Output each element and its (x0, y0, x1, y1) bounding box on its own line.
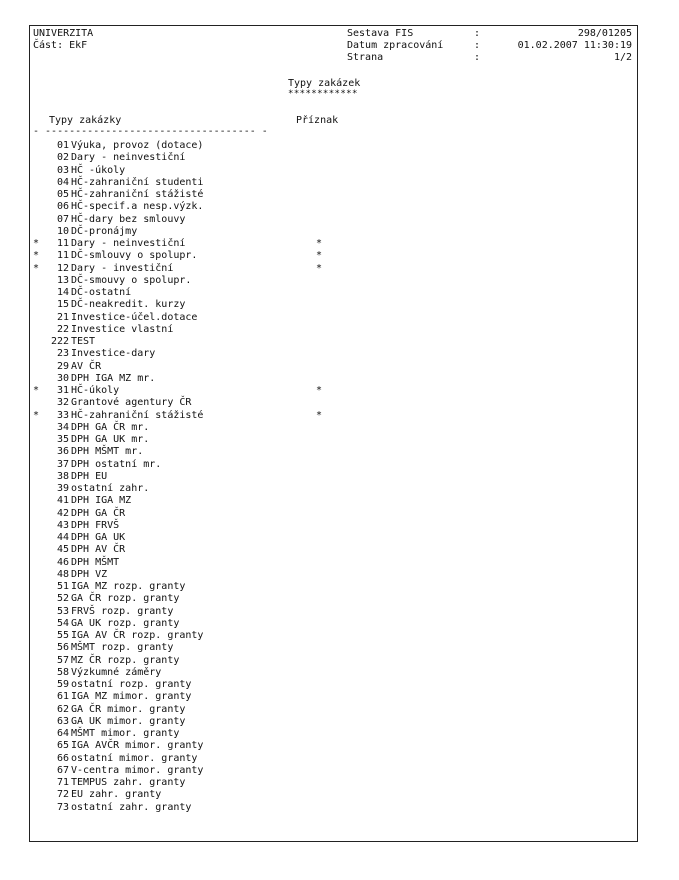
order-type-code: 01 (56, 140, 69, 151)
order-type-code: 23 (56, 348, 69, 360)
list-item (33, 593, 353, 605)
list-item (33, 422, 353, 434)
list-item (33, 642, 353, 654)
list-item (33, 287, 353, 299)
list-item (33, 508, 353, 520)
list-item (33, 459, 353, 471)
row-mark: * (33, 409, 40, 421)
list-item (33, 618, 353, 630)
order-type-code: 222 (50, 336, 69, 347)
order-type-name: HČ-dary bez smlouvy (71, 213, 186, 225)
title-underline: ************ (288, 89, 358, 99)
order-type-name: Výzkumné záměry (71, 666, 162, 678)
list-item (33, 753, 353, 765)
list-item (33, 373, 353, 385)
order-type-name: HČ-úkoly (71, 385, 120, 396)
row-mark: * (33, 262, 40, 274)
order-type-code: 38 (56, 470, 69, 482)
header-middle (347, 28, 443, 64)
order-type-name: DPH MŠMT (71, 556, 120, 568)
order-type-code: 33 (56, 409, 69, 421)
list-item (33, 165, 353, 177)
order-type-code: 44 (56, 532, 69, 543)
order-type-name: Investice-dary (71, 348, 156, 360)
order-type-code: 66 (56, 752, 69, 764)
order-type-code: 43 (56, 519, 69, 531)
order-type-name: GA UK mimor. granty (71, 715, 186, 727)
order-type-code: 72 (56, 789, 69, 801)
list-item (33, 152, 353, 164)
header-rule: - ----------------------------------- - (33, 126, 268, 137)
flag-value: * (316, 250, 323, 262)
list-item (33, 446, 353, 458)
order-type-name: DČ-neakredit. kurzy (71, 299, 186, 311)
list-item (33, 802, 353, 814)
order-type-code: 71 (56, 777, 69, 788)
list-item (33, 740, 353, 752)
order-type-code: 54 (56, 617, 69, 629)
order-type-name: TEMPUS zahr. granty (71, 777, 186, 788)
header-right (490, 28, 632, 64)
processing-date-label: Datum zpracování (347, 40, 444, 51)
list-item (33, 324, 353, 336)
list-item (33, 385, 353, 397)
order-type-name: MZ ČR rozp. granty (71, 654, 180, 666)
row-mark: * (33, 385, 40, 396)
order-type-name: HČ-zahraniční studenti (71, 176, 204, 188)
order-type-name: DPH GA UK mr. (71, 434, 150, 445)
report-set-label: Sestava FIS (347, 28, 414, 39)
order-type-code: 61 (56, 691, 69, 703)
order-type-name: DPH MŠMT mr. (71, 446, 144, 458)
order-type-name: IGA AVČR mimor. granty (71, 740, 204, 752)
flag-value: * (316, 238, 323, 249)
list-item (33, 679, 353, 691)
order-type-code: 51 (56, 581, 69, 592)
list-item (33, 704, 353, 716)
list-item (33, 312, 353, 324)
order-types-list (33, 140, 353, 814)
order-type-name: V-centra mimor. granty (71, 764, 204, 776)
order-type-name: DPH EU (71, 470, 108, 482)
order-type-code: 22 (56, 323, 69, 335)
order-type-name: IGA MZ mimor. granty (71, 691, 192, 703)
list-item (33, 336, 353, 348)
order-type-name: EU zahr. granty (71, 789, 162, 801)
order-type-code: 32 (56, 397, 69, 409)
column-header-type: Typy zakázky (49, 115, 122, 126)
list-item (33, 483, 353, 495)
order-type-code: 63 (56, 715, 69, 727)
list-item (33, 667, 353, 679)
order-type-name: GA ČR rozp. granty (71, 593, 180, 605)
order-type-name: MŠMT rozp. granty (71, 642, 174, 654)
order-type-code: 03 (56, 164, 69, 176)
colon: : (474, 40, 481, 51)
order-type-code: 10 (56, 225, 69, 237)
order-type-code: 57 (56, 654, 69, 666)
page-label: Strana (347, 52, 384, 63)
list-item (33, 581, 353, 593)
order-type-name: DPH IGA MZ (71, 495, 132, 507)
list-item (33, 410, 353, 422)
order-type-code: 21 (56, 311, 69, 323)
university-label: UNIVERZITA (33, 28, 94, 39)
list-item (33, 299, 353, 311)
order-type-code: 34 (56, 421, 69, 433)
order-type-code: 42 (56, 507, 69, 519)
order-type-name: Dary - investiční (71, 262, 174, 274)
order-type-name: ostatní zahr. granty (71, 801, 192, 813)
list-item (33, 275, 353, 287)
order-type-code: 11 (56, 250, 69, 262)
order-type-name: FRVŠ rozp. granty (71, 605, 174, 617)
order-type-name: IGA MZ rozp. granty (71, 581, 186, 592)
order-type-code: 46 (56, 556, 69, 568)
order-type-code: 48 (56, 568, 69, 580)
order-type-name: DPH GA UK (71, 532, 126, 543)
order-type-name: TEST (71, 336, 96, 347)
list-item (33, 397, 353, 409)
order-type-name: Dary - neinvestiční (71, 238, 186, 249)
list-item (33, 789, 353, 801)
order-type-name: ostatní zahr. (71, 483, 150, 494)
order-type-name: MŠMT mimor. granty (71, 728, 180, 739)
order-type-code: 35 (56, 434, 69, 445)
list-item (33, 263, 353, 275)
part-label: Část: EkF (33, 40, 88, 51)
list-item (33, 520, 353, 532)
order-type-code: 04 (56, 176, 69, 188)
list-item (33, 238, 353, 250)
list-item (33, 655, 353, 667)
order-type-name: DČ-pronájmy (71, 225, 138, 237)
processing-date-value: 01.02.2007 11:30:19 (517, 40, 632, 51)
list-item (33, 434, 353, 446)
list-item (33, 606, 353, 618)
list-item (33, 728, 353, 740)
order-type-name: DPH ostatní mr. (71, 458, 162, 470)
colon: : (474, 52, 481, 63)
order-type-code: 55 (56, 630, 69, 641)
order-type-name: Grantové agentury ČR (71, 397, 192, 409)
header-colons (474, 28, 480, 64)
order-type-name: DPH AV ČR (71, 544, 126, 556)
flag-value: * (316, 385, 323, 396)
order-type-name: DPH GA ČR mr. (71, 421, 150, 433)
column-header-flag: Příznak (296, 115, 339, 126)
list-item (33, 569, 353, 581)
order-type-code: 30 (56, 372, 69, 384)
order-type-name: Investice-účel.dotace (71, 311, 198, 323)
order-type-code: 45 (56, 544, 69, 556)
list-item (33, 691, 353, 703)
list-item (33, 250, 353, 262)
order-type-code: 11 (56, 238, 69, 249)
colon: : (474, 28, 481, 39)
order-type-code: 53 (56, 605, 69, 617)
list-item (33, 177, 353, 189)
order-type-code: 06 (56, 201, 69, 213)
order-type-code: 59 (56, 679, 69, 690)
order-type-name: DPH VZ (71, 568, 108, 580)
row-mark: * (33, 250, 40, 262)
order-type-name: DPH IGA MZ mr. (71, 372, 156, 384)
order-type-code: 02 (56, 152, 69, 164)
list-item (33, 495, 353, 507)
order-type-name: HČ-specif.a nesp.výzk. (71, 201, 204, 213)
order-type-code: 67 (56, 764, 69, 776)
order-type-code: 13 (56, 274, 69, 286)
list-item (33, 544, 353, 556)
order-type-name: GA UK rozp. granty (71, 617, 180, 629)
list-item (33, 201, 353, 213)
order-type-name: DČ-ostatní (71, 287, 132, 298)
order-type-code: 73 (56, 801, 69, 813)
order-type-code: 39 (56, 483, 69, 494)
order-type-name: DPH FRVŠ (71, 519, 120, 531)
order-type-code: 64 (56, 728, 69, 739)
order-type-code: 65 (56, 740, 69, 752)
order-type-name: Dary - neinvestiční (71, 152, 186, 164)
order-type-code: 58 (56, 666, 69, 678)
list-item (33, 140, 353, 152)
page-number-value: 1/2 (613, 52, 632, 63)
report-title: Typy zakázek (288, 78, 361, 89)
list-item (33, 630, 353, 642)
order-type-code: 29 (56, 360, 69, 372)
flag-value: * (316, 262, 323, 274)
order-type-name: HČ-zahraniční stážisté (71, 409, 204, 421)
order-type-code: 52 (56, 593, 69, 605)
order-type-name: ostatní rozp. granty (71, 679, 192, 690)
list-item (33, 765, 353, 777)
order-type-code: 05 (56, 189, 69, 200)
order-type-name: Výuka, provoz (dotace) (71, 140, 204, 151)
order-type-name: AV ČR (71, 360, 102, 372)
order-type-name: DPH GA ČR (71, 507, 126, 519)
order-type-code: 31 (56, 385, 69, 396)
list-item (33, 716, 353, 728)
list-item (33, 214, 353, 226)
list-item (33, 471, 353, 483)
order-type-code: 12 (56, 262, 69, 274)
order-type-name: DČ-smlouvy o spolupr. (71, 250, 198, 262)
list-item (33, 361, 353, 373)
order-type-name: GA ČR mimor. granty (71, 703, 186, 715)
order-type-name: HČ-zahraniční stážisté (71, 189, 204, 200)
list-item (33, 348, 353, 360)
order-type-code: 14 (56, 287, 69, 298)
order-type-code: 07 (56, 213, 69, 225)
order-type-name: DČ-smouvy o spolupr. (71, 274, 192, 286)
order-type-name: Investice vlastní (71, 323, 174, 335)
report-set-value: 298/01205 (577, 28, 632, 39)
list-item (33, 226, 353, 238)
order-type-code: 56 (56, 642, 69, 654)
order-type-code: 62 (56, 703, 69, 715)
row-mark: * (33, 238, 40, 249)
order-type-code: 15 (56, 299, 69, 311)
list-item (33, 777, 353, 789)
header-left (33, 28, 93, 52)
order-type-name: HČ -úkoly (71, 164, 126, 176)
order-type-code: 36 (56, 446, 69, 458)
list-item (33, 189, 353, 201)
order-type-code: 41 (56, 495, 69, 507)
flag-value: * (316, 409, 323, 421)
list-item (33, 532, 353, 544)
list-item (33, 557, 353, 569)
order-type-name: IGA AV ČR rozp. granty (71, 630, 204, 641)
order-type-code: 37 (56, 458, 69, 470)
order-type-name: ostatní mimor. granty (71, 752, 198, 764)
